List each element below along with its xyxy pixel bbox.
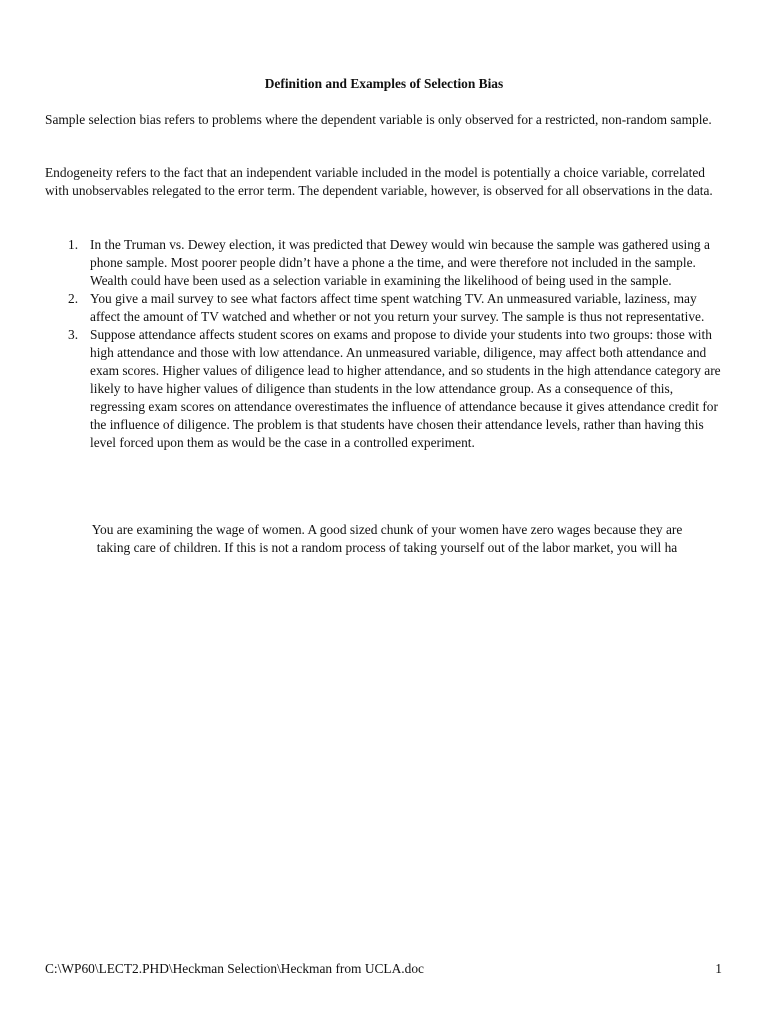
footer-file-path: C:\WP60\LECT2.PHD\Heckman Selection\Heckman from UCLA.doc bbox=[45, 961, 424, 976]
document-title: Definition and Examples of Selection Bias bbox=[264, 76, 504, 91]
list-item bbox=[45, 236, 730, 290]
list-item-text: You give a mail survey to see what factors affect time spent watching TV. An unmeasured variable, laziness, may affect the amount of TV watched and whether or not you return your survey. The sample is thus not representative. bbox=[90, 291, 705, 324]
footer-page-number: 1 bbox=[715, 961, 722, 976]
endogeneity-paragraph: Endogeneity refers to the fact that an independent variable included in the model is potentially a choice variable, correlated with unobservables relegated to the error term. The dependent variable, however, is observed for all observations in the data. bbox=[45, 165, 713, 198]
wage-example-paragraph bbox=[40, 521, 734, 557]
examples-list bbox=[45, 236, 730, 452]
list-item-text: In the Truman vs. Dewey election, it was predicted that Dewey would win because the sample was gathered using a phone sample. Most poorer people didn’t have a phone a the time, and were therefore not included in the sample. Wealth could have been used as a selection variable in examining the likelihood of being used in the sample. bbox=[90, 237, 710, 288]
wage-example-line-2: taking care of children. If this is not a random process of taking yourself out of the labor market, you will ha bbox=[96, 540, 678, 555]
list-item-text: Suppose attendance affects student scores on exams and propose to divide your students into two groups: those with high attendance and those with low attendance. An unmeasured variable, diligence, may affect both attendance and exam scores. Higher values of diligence lead to higher attendance, and so students in the high attendance category are likely to have higher values of diligence than students in the low attendance group. As a consequence of this, regressing exam scores on attendance overestimates the influence of attendance because it gives attendance credit for the influence of diligence. The problem is that students have chosen their attendance levels, rather than having this level forced upon them as would be the case in a controlled experiment. bbox=[90, 327, 721, 450]
list-item-number: 2. bbox=[68, 291, 79, 306]
list-item-number: 3. bbox=[68, 327, 79, 342]
list-item bbox=[45, 326, 730, 452]
list-item bbox=[45, 290, 730, 326]
list-item-number: 1. bbox=[68, 237, 79, 252]
definition-paragraph: Sample selection bias refers to problems where the dependent variable is only observed for a restricted, non-random sample. bbox=[45, 112, 712, 127]
wage-example-line-1: You are examining the wage of women. A good sized chunk of your women have zero wages because they are bbox=[91, 522, 683, 537]
